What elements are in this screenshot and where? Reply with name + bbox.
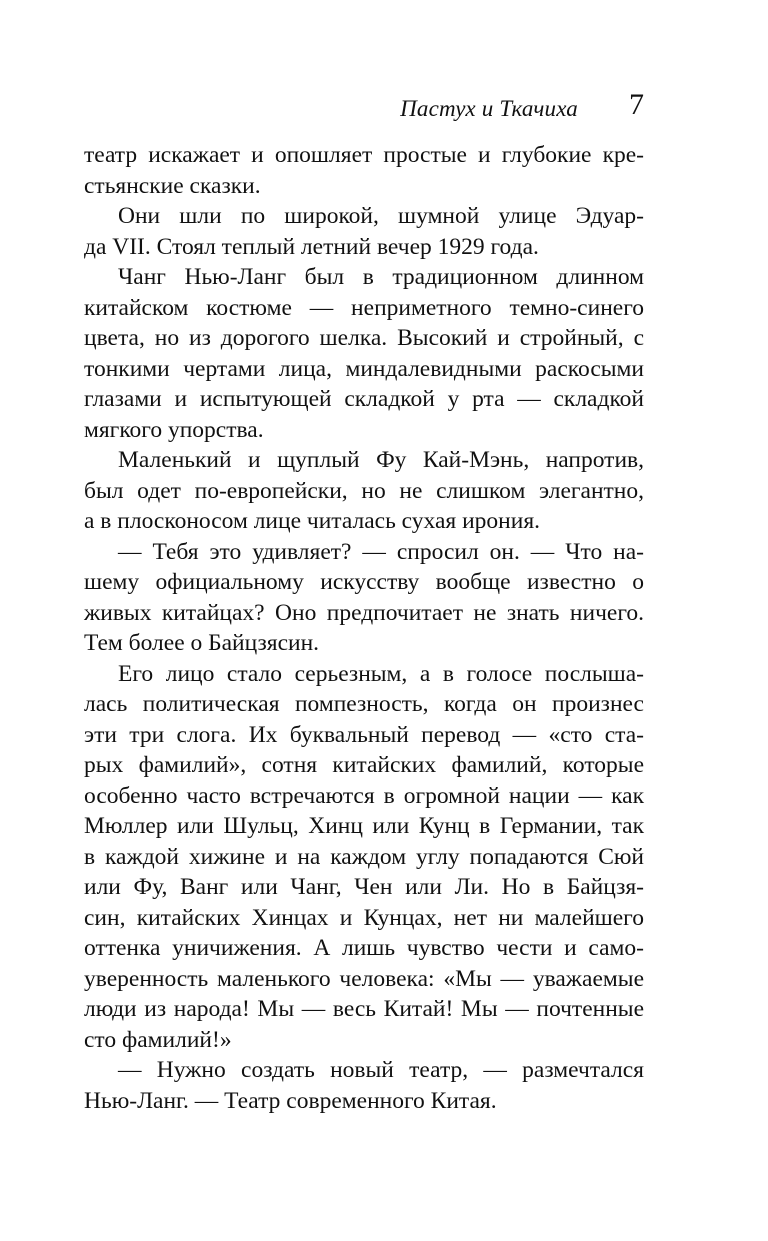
- text-line: особенно часто встречаются в огромной нации — как: [84, 782, 644, 809]
- text-line: да VII. Стоял теплый летний вечер 1929 года.: [84, 233, 539, 260]
- text-line: мягкого упорства.: [84, 416, 264, 443]
- text-line: лась политическая помпезность, когда он произнес: [84, 691, 644, 717]
- text-line: или Фу, Ванг или Чанг, Чен или Ли. Но в Байцзя-: [84, 874, 644, 900]
- text-line: Чанг Нью-Ланг был в традиционном длинном: [118, 264, 644, 290]
- page-number: 7: [629, 88, 644, 121]
- text-line: живых китайцах? Оно предпочитает не знать ничего.: [84, 599, 644, 626]
- text-line: эти три слога. Их буквальный перевод — «сто ста-: [84, 721, 644, 748]
- text-line: Нью-Ланг. — Театр современного Китая.: [84, 1087, 497, 1114]
- text-line: Его лицо стало серьезным, а в голосе послыша-: [118, 660, 644, 687]
- text-line: был одет по-европейски, но не слишком элегантно,: [84, 477, 644, 504]
- text-line: оттенка уничижения. А лишь чувство чести и само-: [84, 935, 644, 961]
- text-line: шему официальному искусству вообще известно о: [84, 569, 644, 595]
- text-line: рых фамилий», сотня китайских фамилий, которые: [84, 752, 644, 778]
- text-line: цвета, но из дорогого шелка. Высокий и стройный, с: [84, 325, 644, 351]
- text-line: син, китайских Хинцах и Кунцах, нет ни малейшего: [84, 904, 644, 931]
- text-line: глазами и испытующей складкой у рта — складкой: [84, 386, 644, 412]
- text-line: люди из народа! Мы — весь Китай! Мы — почтенные: [84, 996, 644, 1022]
- text-line: стьянские сказки.: [84, 172, 261, 199]
- text-line: — Нужно создать новый театр, — размечтался: [118, 1057, 644, 1083]
- text-line: Тем более о Байцзясин.: [84, 630, 320, 656]
- text-line: китайском костюме — неприметного темно-синего: [84, 294, 644, 321]
- text-line: — Тебя это удивляет? — спросил он. — Что на-: [118, 538, 644, 565]
- text-line: уверенность маленького человека: «Мы — уважаемые: [84, 965, 644, 992]
- text-line: а в плосконосом лице читалась сухая ирония.: [84, 508, 541, 534]
- running-header: [84, 88, 644, 128]
- text-line: Маленький и щуплый Фу Кай-Мэнь, напротив,: [118, 447, 644, 473]
- text-line: Мюллер или Шульц, Хинц или Кунц в Германии, так: [84, 813, 644, 839]
- text-line: Они шли по широкой, шумной улице Эдуар-: [118, 203, 644, 229]
- running-title: Пастух и Ткачиха: [400, 96, 578, 121]
- text-line: в каждой хижине и на каждом углу попадаются Сюй: [84, 843, 644, 870]
- text-line: сто фамилий!»: [84, 1026, 232, 1053]
- text-line: театр искажает и опошляет простые и глубокие кре-: [84, 142, 644, 168]
- body-text: [84, 140, 644, 1116]
- text-line: тонкими чертами лица, миндалевидными раскосыми: [84, 355, 644, 382]
